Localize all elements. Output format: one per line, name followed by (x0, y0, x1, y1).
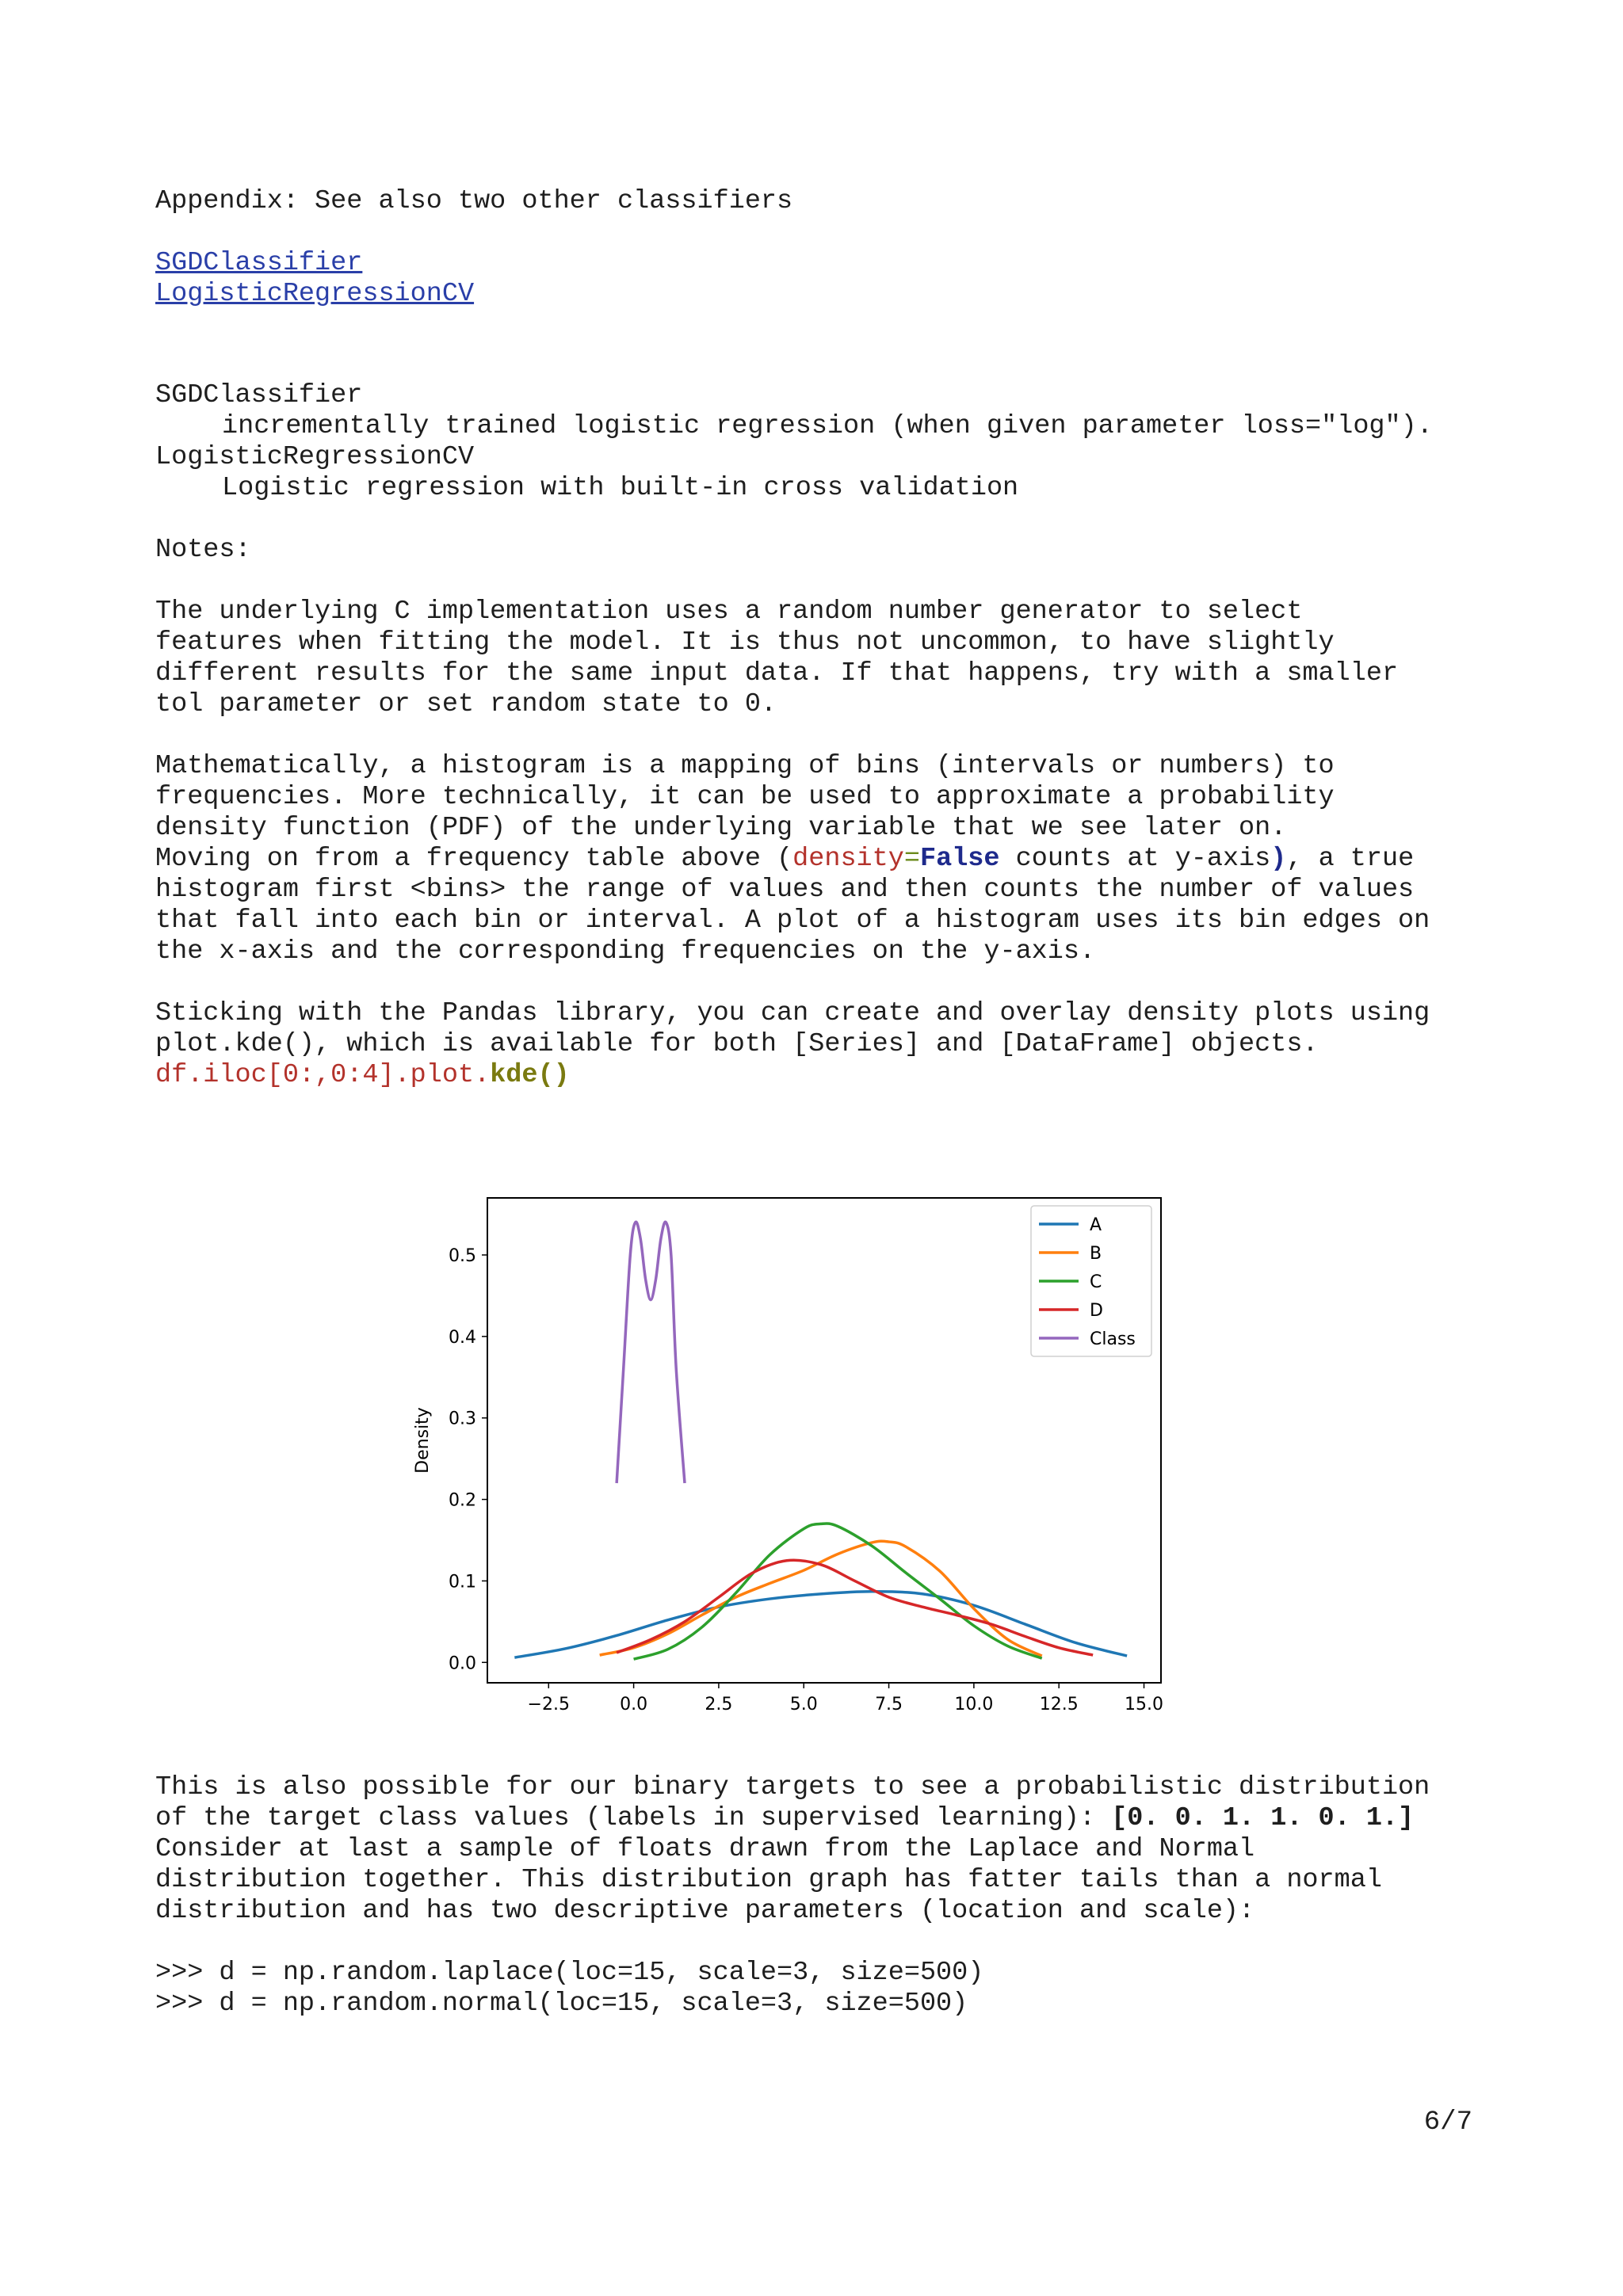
series-line-c (634, 1524, 1042, 1659)
notes-para3-line: Sticking with the Pandas library, you can create and overlay density plots using (155, 998, 1430, 1028)
legend-label: D (1090, 1301, 1103, 1321)
code-plot: .plot. (394, 1060, 491, 1090)
legend-label: B (1090, 1244, 1102, 1264)
notes-para1-line: different results for the same input data. If that happens, try with a smaller (155, 658, 1399, 688)
notes-para2-line: the x-axis and the corresponding frequencies on the y-axis. (155, 936, 1096, 967)
x-tick-label: 10.0 (954, 1695, 994, 1714)
notes-para1-line: tol parameter or set random state to 0. (155, 689, 777, 719)
labels-array: [0. 0. 1. 1. 0. 1.] (1111, 1803, 1415, 1833)
notes-para1-line: The underlying C implementation uses a random number generator to select (155, 597, 1303, 627)
x-tick-label: 2.5 (705, 1695, 733, 1714)
x-tick-label: 12.5 (1039, 1695, 1079, 1714)
link-sgdclassifier[interactable]: SGDClassifier (155, 248, 363, 278)
notes-para1-line: features when fitting the model. It is thus not uncommon, to have slightly (155, 627, 1335, 658)
after-chart-line: This is also possible for our binary targets to see a probabilistic distribution (155, 1772, 1430, 1802)
y-tick-label: 0.1 (449, 1572, 476, 1592)
see-also-name-lrcv: LogisticRegressionCV (155, 442, 475, 472)
x-tick-label: 5.0 (789, 1695, 818, 1714)
y-axis-label: Density (413, 1407, 433, 1474)
moving-pre: Moving on from a frequency table above ( (155, 844, 793, 874)
code-normal: >>> d = np.random.normal(loc=15, scale=3, size=500) (155, 1989, 968, 2019)
after-chart-line: distribution together. This distribution graph has fatter tails than a normal (155, 1865, 1382, 1895)
legend-label: Class (1090, 1329, 1136, 1349)
equals-sign: = (903, 844, 920, 874)
code-slice: [0:,0:4] (266, 1060, 395, 1090)
x-tick-label: −2.5 (527, 1695, 570, 1714)
y-tick-label: 0.4 (449, 1327, 476, 1348)
after-chart-line: distribution and has two descriptive parameters (location and scale): (155, 1896, 1255, 1926)
moving-post: , a true (1286, 844, 1415, 874)
code-kde-call: kde() (490, 1060, 570, 1090)
x-tick-label: 7.5 (875, 1695, 903, 1714)
y-tick-label: 0.5 (449, 1246, 476, 1266)
y-tick-label: 0.0 (449, 1653, 476, 1674)
appendix-heading: Appendix: See also two other classifiers (155, 186, 793, 216)
link-logisticregressioncv[interactable]: LogisticRegressionCV (155, 279, 475, 309)
series-line-class (617, 1222, 685, 1483)
labels-text: of the target class values (labels in supervised learning): (155, 1803, 1112, 1833)
notes-para2-line: Mathematically, a histogram is a mapping of bins (intervals or numbers) to (155, 751, 1335, 781)
code-laplace: >>> d = np.random.laplace(loc=15, scale=3, size=500) (155, 1958, 984, 1988)
after-chart-line-2 (155, 1803, 1414, 1834)
series-line-d (617, 1560, 1093, 1655)
notes-para2-line: density function (PDF) of the underlying variable that we see later on. (155, 813, 1287, 843)
notes-para2-line: frequencies. More technically, it can be used to approximate a probability (155, 782, 1335, 812)
series-line-a (514, 1592, 1127, 1657)
legend-label: A (1090, 1215, 1102, 1235)
y-tick-label: 0.2 (449, 1490, 476, 1511)
x-tick-label: 0.0 (620, 1695, 648, 1714)
notes-heading: Notes: (155, 535, 251, 565)
x-tick-label: 15.0 (1125, 1695, 1164, 1714)
kde-chart-svg (396, 1180, 1189, 1751)
moving-mid: counts at y-axis (999, 844, 1271, 874)
series-line-b (600, 1541, 1042, 1656)
after-chart-line: Consider at last a sample of floats drawn from the Laplace and Normal (155, 1834, 1255, 1864)
page-number: 6/7 (1423, 2107, 1472, 2138)
notes-para2-line: that fall into each bin or interval. A plot of a histogram uses its bin edges on (155, 906, 1430, 936)
notes-para2-moving-line (155, 844, 1414, 875)
notes-para3-line: plot.kde(), which is available for both [Series] and [DataFrame] objects. (155, 1029, 1319, 1059)
legend-label: C (1090, 1272, 1102, 1292)
code-line-kde (155, 1060, 570, 1091)
y-tick-label: 0.3 (449, 1409, 476, 1429)
see-also-name-sgd: SGDClassifier (155, 380, 363, 410)
close-paren: ) (1270, 844, 1287, 874)
code-df-iloc: df.iloc (155, 1060, 267, 1090)
chart-legend (1031, 1206, 1151, 1356)
see-also-desc-sgd: incrementally trained logistic regression (when given parameter loss="log"). (222, 411, 1433, 441)
false-value: False (919, 844, 1000, 874)
density-keyword: density (792, 844, 904, 874)
notes-para2-line: histogram first <bins> the range of values and then counts the number of values (155, 875, 1415, 905)
kde-chart (396, 1180, 1189, 1751)
see-also-desc-lrcv: Logistic regression with built-in cross validation (222, 473, 1019, 503)
